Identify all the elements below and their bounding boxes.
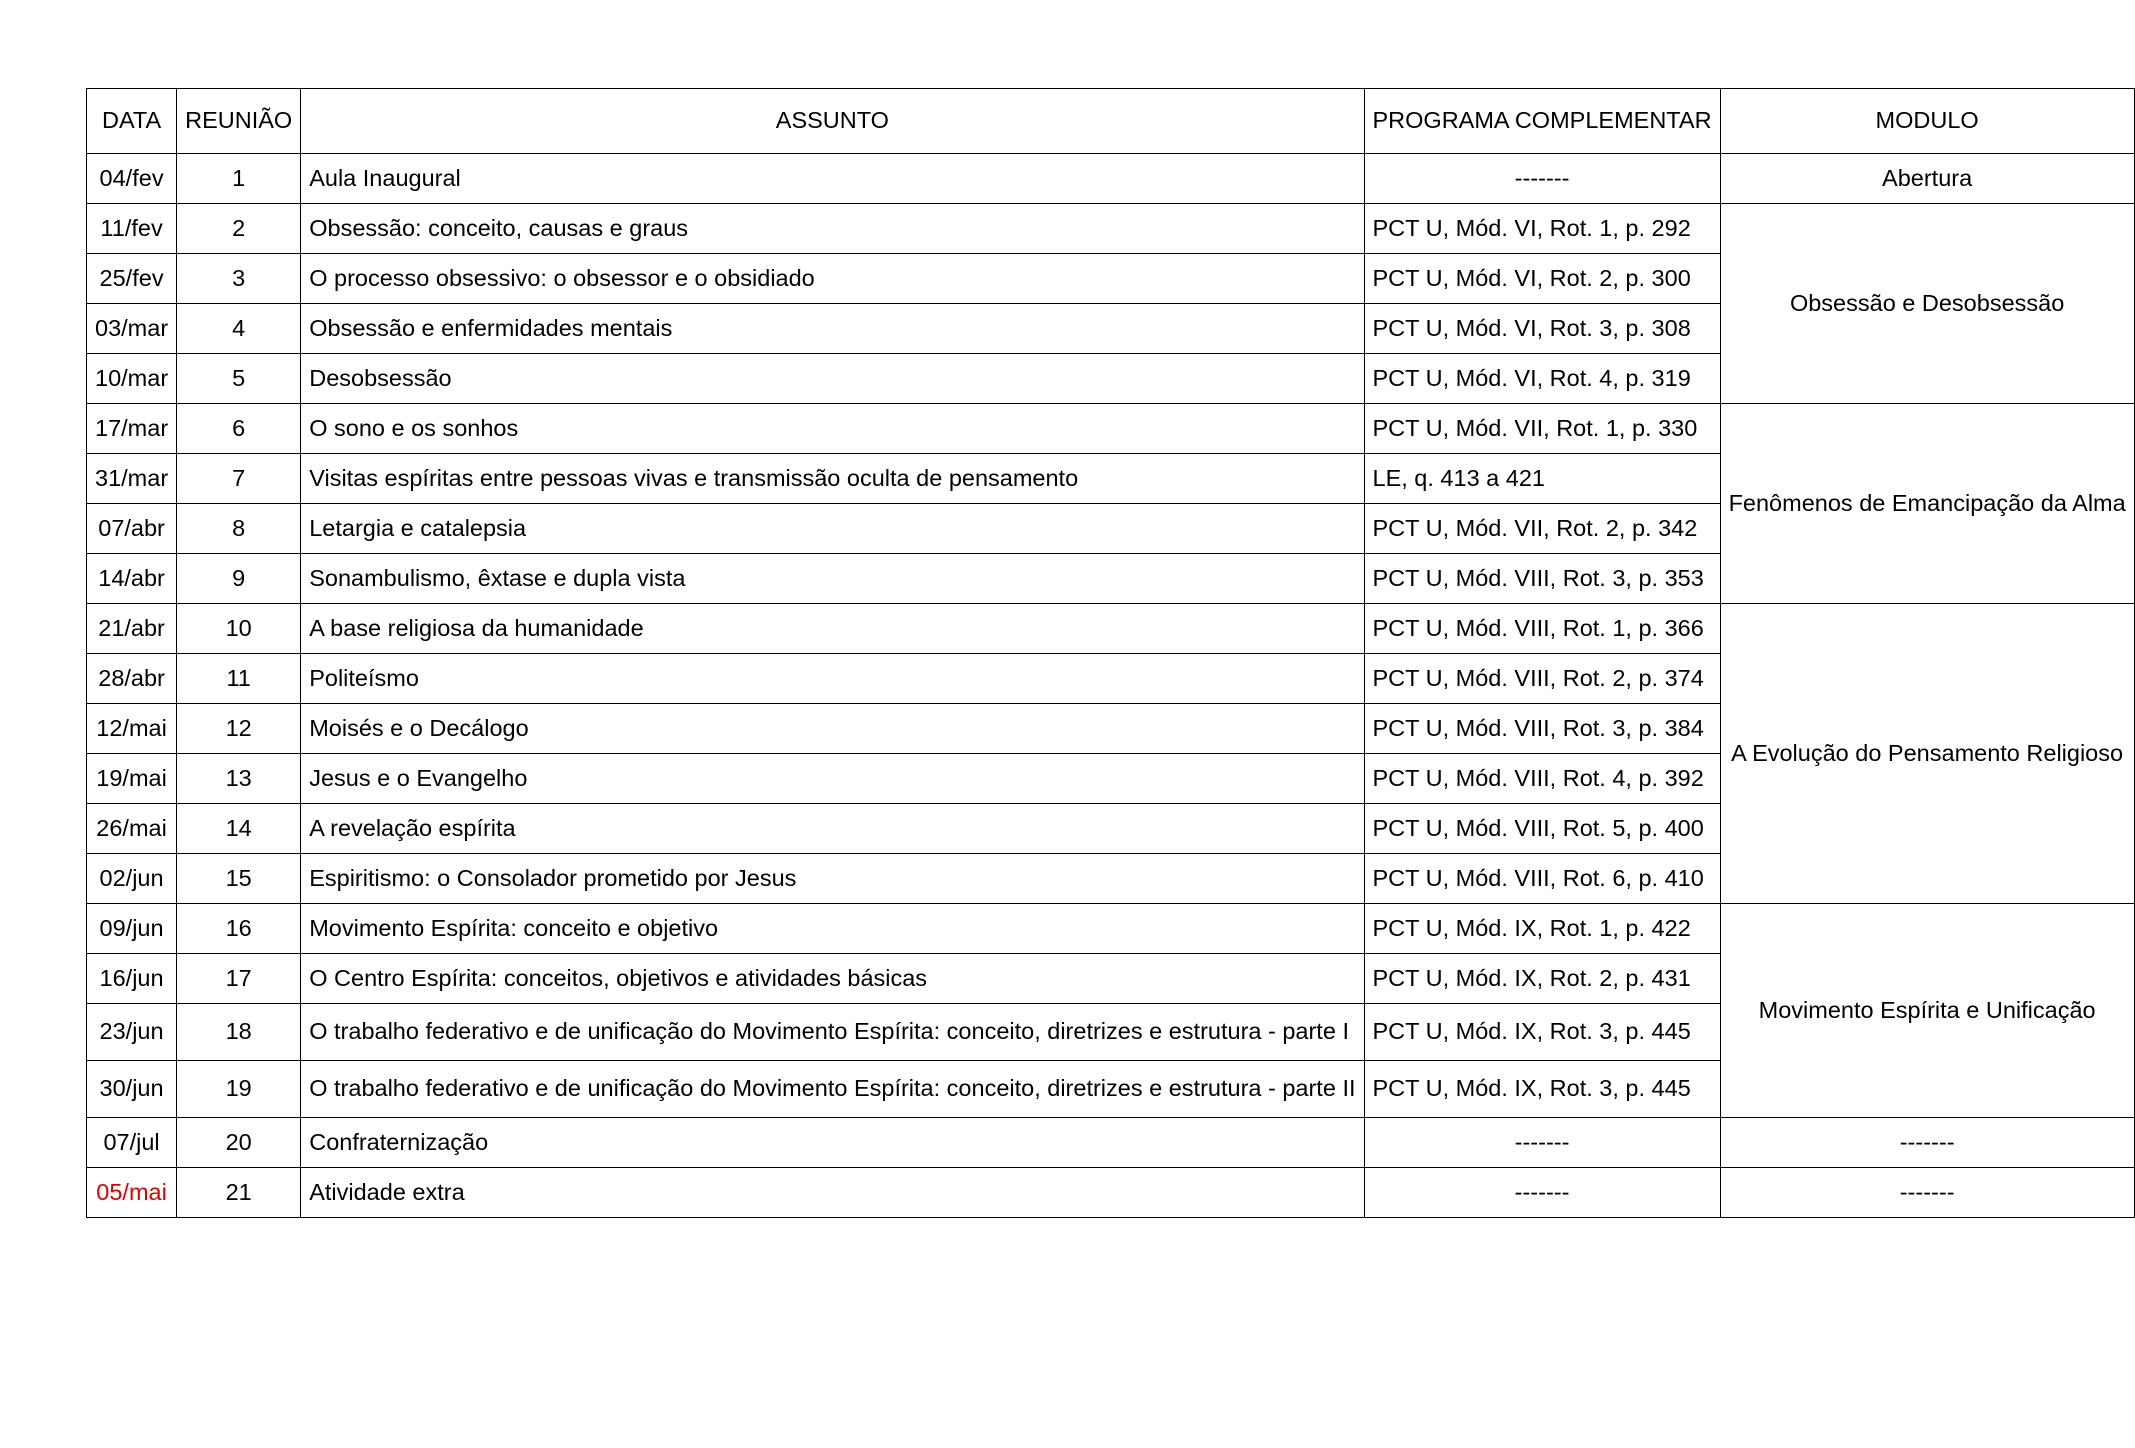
meeting-cell: 10 (177, 604, 301, 654)
table-row (87, 1168, 2135, 1218)
table-row (87, 904, 2135, 954)
header-date: DATA (87, 89, 177, 154)
header-meeting: REUNIÃO (177, 89, 301, 154)
module-cell: ------- (1720, 1168, 2134, 1218)
meeting-cell: 15 (177, 854, 301, 904)
date-cell: 17/mar (87, 404, 177, 454)
date-cell: 23/jun (87, 1004, 177, 1061)
subject-cell: A base religiosa da humanidade (301, 604, 1364, 654)
date-cell: 04/fev (87, 154, 177, 204)
header-subject: ASSUNTO (301, 89, 1364, 154)
meeting-cell: 17 (177, 954, 301, 1004)
module-cell: A Evolução do Pensamento Religioso (1720, 604, 2134, 904)
meeting-cell: 16 (177, 904, 301, 954)
subject-cell: Obsessão: conceito, causas e graus (301, 204, 1364, 254)
module-cell: Movimento Espírita e Unificação (1720, 904, 2134, 1118)
program-cell: PCT U, Mód. VII, Rot. 1, p. 330 (1364, 404, 1720, 454)
subject-cell: A revelação espírita (301, 804, 1364, 854)
program-cell: ------- (1364, 154, 1720, 204)
program-cell: PCT U, Mód. VI, Rot. 2, p. 300 (1364, 254, 1720, 304)
header-module: MODULO (1720, 89, 2134, 154)
program-cell: ------- (1364, 1118, 1720, 1168)
date-cell: 07/jul (87, 1118, 177, 1168)
program-cell: PCT U, Mód. VIII, Rot. 5, p. 400 (1364, 804, 1720, 854)
subject-cell: Obsessão e enfermidades mentais (301, 304, 1364, 354)
meeting-cell: 3 (177, 254, 301, 304)
date-cell: 12/mai (87, 704, 177, 754)
program-cell: PCT U, Mód. VIII, Rot. 3, p. 353 (1364, 554, 1720, 604)
module-cell: Obsessão e Desobsessão (1720, 204, 2134, 404)
subject-cell: Aula Inaugural (301, 154, 1364, 204)
meeting-cell: 21 (177, 1168, 301, 1218)
meeting-cell: 12 (177, 704, 301, 754)
date-cell: 11/fev (87, 204, 177, 254)
subject-cell: Espiritismo: o Consolador prometido por Jesus (301, 854, 1364, 904)
meeting-cell: 14 (177, 804, 301, 854)
meeting-cell: 6 (177, 404, 301, 454)
date-cell: 10/mar (87, 354, 177, 404)
module-cell: ------- (1720, 1118, 2134, 1168)
module-cell: Fenômenos de Emancipação da Alma (1720, 404, 2134, 604)
program-cell: PCT U, Mód. VI, Rot. 1, p. 292 (1364, 204, 1720, 254)
schedule-table (86, 88, 2135, 1218)
date-cell: 31/mar (87, 454, 177, 504)
program-cell: PCT U, Mód. IX, Rot. 3, p. 445 (1364, 1061, 1720, 1118)
date-cell: 26/mai (87, 804, 177, 854)
table-header-row (87, 89, 2135, 154)
date-cell: 28/abr (87, 654, 177, 704)
meeting-cell: 7 (177, 454, 301, 504)
subject-cell: O processo obsessivo: o obsessor e o obsidiado (301, 254, 1364, 304)
subject-cell: Sonambulismo, êxtase e dupla vista (301, 554, 1364, 604)
date-cell: 21/abr (87, 604, 177, 654)
subject-cell: Politeísmo (301, 654, 1364, 704)
subject-cell: Desobsessão (301, 354, 1364, 404)
subject-cell: Movimento Espírita: conceito e objetivo (301, 904, 1364, 954)
program-cell: PCT U, Mód. VI, Rot. 4, p. 319 (1364, 354, 1720, 404)
subject-cell: O trabalho federativo e de unificação do Movimento Espírita: conceito, diretrizes e estrutura - parte II (301, 1061, 1364, 1118)
meeting-cell: 13 (177, 754, 301, 804)
date-cell: 30/jun (87, 1061, 177, 1118)
subject-cell: O sono e os sonhos (301, 404, 1364, 454)
program-cell: PCT U, Mód. VII, Rot. 2, p. 342 (1364, 504, 1720, 554)
header-program: PROGRAMA COMPLEMENTAR (1364, 89, 1720, 154)
table-row (87, 1118, 2135, 1168)
program-cell: PCT U, Mód. VIII, Rot. 6, p. 410 (1364, 854, 1720, 904)
table-row (87, 604, 2135, 654)
program-cell: PCT U, Mód. VIII, Rot. 4, p. 392 (1364, 754, 1720, 804)
meeting-cell: 19 (177, 1061, 301, 1118)
meeting-cell: 20 (177, 1118, 301, 1168)
subject-cell: O trabalho federativo e de unificação do Movimento Espírita: conceito, diretrizes e estrutura - parte I (301, 1004, 1364, 1061)
program-cell: PCT U, Mód. VIII, Rot. 1, p. 366 (1364, 604, 1720, 654)
table-row (87, 204, 2135, 254)
meeting-cell: 9 (177, 554, 301, 604)
program-cell: PCT U, Mód. IX, Rot. 3, p. 445 (1364, 1004, 1720, 1061)
date-cell: 09/jun (87, 904, 177, 954)
subject-cell: O Centro Espírita: conceitos, objetivos e atividades básicas (301, 954, 1364, 1004)
date-cell: 19/mai (87, 754, 177, 804)
program-cell: PCT U, Mód. VIII, Rot. 2, p. 374 (1364, 654, 1720, 704)
meeting-cell: 8 (177, 504, 301, 554)
table-row (87, 404, 2135, 454)
meeting-cell: 2 (177, 204, 301, 254)
program-cell: PCT U, Mód. VI, Rot. 3, p. 308 (1364, 304, 1720, 354)
meeting-cell: 1 (177, 154, 301, 204)
date-cell: 25/fev (87, 254, 177, 304)
meeting-cell: 4 (177, 304, 301, 354)
program-cell: PCT U, Mód. IX, Rot. 1, p. 422 (1364, 904, 1720, 954)
subject-cell: Atividade extra (301, 1168, 1364, 1218)
date-cell-highlighted: 05/mai (87, 1168, 177, 1218)
subject-cell: Moisés e o Decálogo (301, 704, 1364, 754)
table-row (87, 154, 2135, 204)
module-cell: Abertura (1720, 154, 2134, 204)
date-cell: 02/jun (87, 854, 177, 904)
subject-cell: Letargia e catalepsia (301, 504, 1364, 554)
program-cell: ------- (1364, 1168, 1720, 1218)
program-cell: PCT U, Mód. VIII, Rot. 3, p. 384 (1364, 704, 1720, 754)
program-cell: PCT U, Mód. IX, Rot. 2, p. 431 (1364, 954, 1720, 1004)
date-cell: 16/jun (87, 954, 177, 1004)
meeting-cell: 5 (177, 354, 301, 404)
meeting-cell: 11 (177, 654, 301, 704)
meeting-cell: 18 (177, 1004, 301, 1061)
program-cell: LE, q. 413 a 421 (1364, 454, 1720, 504)
subject-cell: Visitas espíritas entre pessoas vivas e transmissão oculta de pensamento (301, 454, 1364, 504)
subject-cell: Confraternização (301, 1118, 1364, 1168)
date-cell: 14/abr (87, 554, 177, 604)
subject-cell: Jesus e o Evangelho (301, 754, 1364, 804)
date-cell: 07/abr (87, 504, 177, 554)
date-cell: 03/mar (87, 304, 177, 354)
